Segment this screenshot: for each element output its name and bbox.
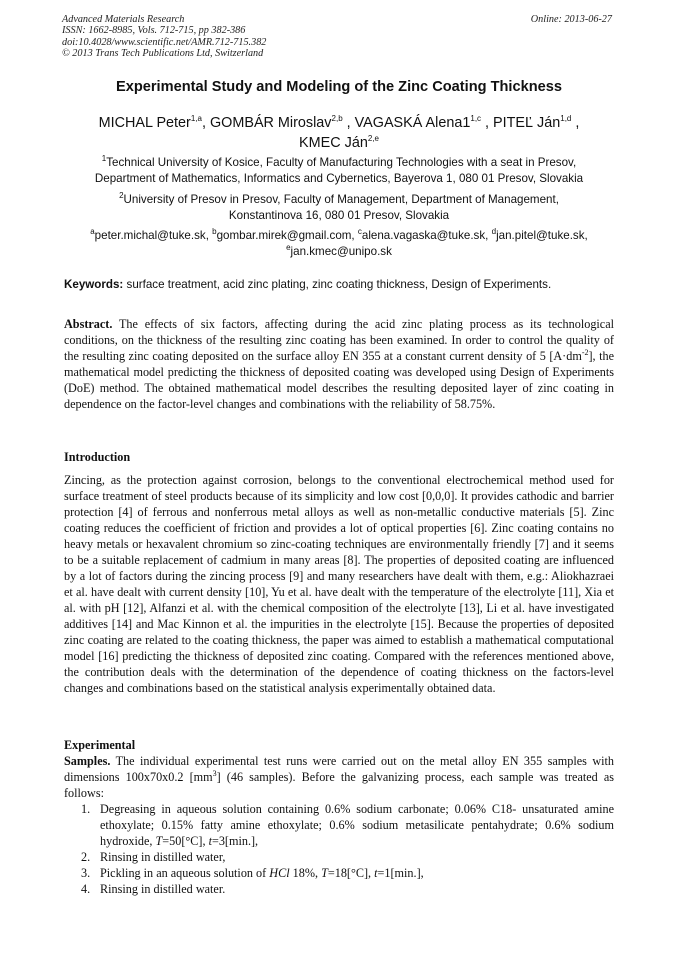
author: VAGASKÁ Alena1$^{1,c}$ , xyxy=(354,114,494,131)
affiliation-1: $^1$Technical University of Kosice, Faculty of Manufacturing Technologies with a seat in Presov, Department of Mathematics, Informatics and Cybernetics, Bayerova 1, 080 01 Presov, Slovakia xyxy=(94,154,584,185)
author-list xyxy=(40,113,638,153)
email-link[interactable]: $^a$peter.michal@tuke.sk xyxy=(90,227,206,242)
abstract: Abstract. The effects of six factors, affecting during the acid zinc plating process as its technological conditions, on the thickness of the resulting zinc coating has been examined. In order to control the quality of the resulting zinc coating deposited on the surface alloy EN 355 at a constant current density of 5 $[A\cdot dm^{-2}]$, the mathematical model predicting the thickness of deposited coating was developed using Design of Experiments (DoE) method. The obtained mathematical model describes the resulting deposited layer of zinc coating in dependence on the factor-level changes and combinations with the reliability of 58.75%. xyxy=(64,317,615,411)
email-link[interactable]: $^c$alena.vagaska@tuke.sk xyxy=(357,227,486,242)
keywords-label: Keywords: xyxy=(64,278,124,291)
keywords xyxy=(64,277,614,292)
author: MICHAL Peter$^{1,a}$, xyxy=(98,114,210,131)
abstract-label: Abstract. xyxy=(64,317,113,331)
online-date: Online: 2013-06-27 xyxy=(530,14,612,25)
samples-label: Samples. xyxy=(64,754,111,768)
email-list: $^a$peter.michal@tuke.sk, $^b$gombar.mirek@gmail.com, $^c$alena.vagaska@tuke.sk, $^d$jan.pitel@tuke.sk, $^e$jan.kmec@unipo.sk xyxy=(90,227,588,258)
email-link[interactable]: $^e$jan.kmec@unipo.sk xyxy=(286,242,392,258)
journal-header xyxy=(62,14,266,60)
paper-title: Experimental Study and Modeling of the Zinc Coating Thickness xyxy=(116,79,562,95)
journal-name: Advanced Materials Research xyxy=(62,14,185,25)
introduction-text: Zincing, as the protection against corrosion, belongs to the conventional electrochemical method used for surface treatment of steel products because of its simplicity and low cost [0,0,0]. It provides cathodic and barrier protection [4] of ferrous and nonferrous metal alloys as well as non-metallic conductive materials [5]. Zinc coating reduces the coefficient of friction and provides a lot of optical properties [6]. Zinc coating contains no heavy metals or hexavalent chromium so zinc-coating techniques are environmentally friendly [7] and it seems to be a suitable replacement of cadmium in many areas [8]. The properties of deposited coating are influenced by a lot of factors during the zincing process [9] and many researchers have dealt with them, e.g.: Aliokhazraei et al. have dealt with current density [10], Yu et al. have dealt with the temperature of the electrolyte [11], Xia et al. with pH [12], Alfanzi et al. with the chemical composition of the electrolyte [13], Li et al. have investigated additives [14] and Mac Kinnon et al. the impurities in the electrolyte [15]. Because the properties of deposited zinc coating are related to the coating thickness, the paper was aimed to establish a mathematical computational model [16] predicting the thickness of deposited zinc coating. Compared with the references mentioned above, the contribution deals with the determination of the dependence of coating thickness on the factors-level changes and combinations based on the statistical analysis experimentally obtained data. xyxy=(64,473,614,695)
author: KMEC Ján$^{2,e}$ xyxy=(299,134,379,151)
copyright-line: © 2013 Trans Tech Publications Ltd, Switzerland xyxy=(62,48,264,60)
list-item: 1. Degreasing in aqueous solution containing 0.6% sodium carbonate; 0.06% C18- unsaturated amine ethoxylate; 0.15% fatty amine ethoxylate; 0.6% sodium metasilicate pentahydrate; 0.6% sodium hydroxide, T=50[°C], t=3[min.], xyxy=(81,802,614,848)
list-item: 2. Rinsing in distilled water, xyxy=(81,850,226,864)
treatment-steps xyxy=(64,801,614,897)
affiliation-2: $^2$University of Presov in Presov, Faculty of Management, Department of Management, Konstantinova 16, 080 01 Presov, Slovakia xyxy=(119,191,559,222)
introduction-heading: Introduction xyxy=(64,450,131,464)
author: GOMBÁR Miroslav$^{2,b}$ , xyxy=(209,114,355,131)
email-link[interactable]: $^b$gombar.mirek@gmail.com xyxy=(212,227,352,242)
samples-paragraph: Samples. The individual experimental test runs were carried out on the metal alloy EN 355 samples with dimensions 100x70x0.2 $[mm^3]$ (46 samples). Before the galvanizing process, each sample was treated as follows: xyxy=(64,754,615,800)
list-item: 3. Pickling in an aqueous solution of HCl 18%, T=18[°C], t=1[min.], xyxy=(81,866,424,880)
doi-line: doi:10.4028/www.scientific.net/AMR.712-715.382 xyxy=(62,36,267,48)
author: PITEĽ Ján$^{1,d}$ , xyxy=(493,114,580,131)
list-item: 4. Rinsing in distilled water. xyxy=(81,882,226,896)
experimental-heading: Experimental xyxy=(64,738,136,752)
email-link[interactable]: $^d$jan.pitel@tuke.sk xyxy=(491,227,585,242)
issn-line: ISSN: 1662-8985, Vols. 712-715, pp 382-386 xyxy=(62,25,246,37)
keywords-text: surface treatment, acid zinc plating, zinc coating thickness, Design of Experiments. xyxy=(126,278,552,291)
